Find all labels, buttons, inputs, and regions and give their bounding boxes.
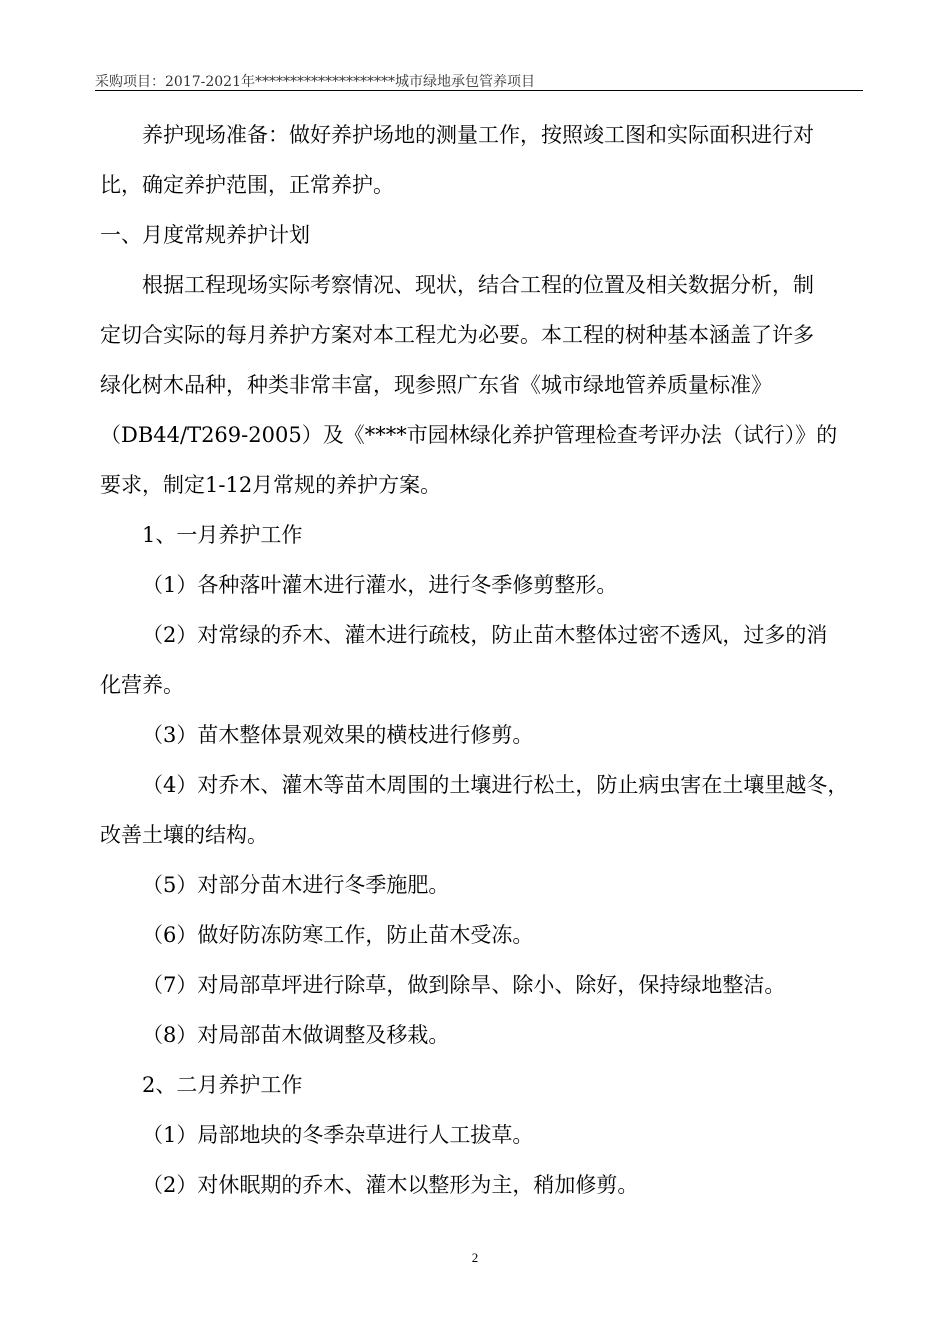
- subsection-heading: 1、一月养护工作: [142, 523, 303, 547]
- paragraph-line: 绿化树木品种，种类非常丰富，现参照广东省《城市绿地管养质量标准》: [100, 373, 772, 397]
- page-number: 2: [471, 1250, 479, 1265]
- paragraph-line: 比，确定养护范围，正常养护。: [100, 173, 394, 197]
- list-item: （4）对乔木、灌木等苗木周围的土壤进行松土，防止病虫害在土壤里越冬，: [142, 773, 849, 797]
- list-item-continuation: 化营养。: [100, 673, 184, 697]
- paragraph-line: （DB44/T269-2005）及《****市园林绿化养护管理检查考评办法（试行）》的: [100, 423, 838, 447]
- list-item: （7）对局部草坪进行除草，做到除旱、除小、除好，保持绿地整洁。: [142, 973, 786, 997]
- list-item: （1）各种落叶灌木进行灌水，进行冬季修剪整形。: [142, 573, 618, 597]
- list-item: （2）对休眠期的乔木、灌木以整形为主，稍加修剪。: [142, 1173, 639, 1197]
- list-item: （5）对部分苗木进行冬季施肥。: [142, 873, 450, 897]
- header-divider: [95, 90, 863, 91]
- subsection-heading: 2、二月养护工作: [142, 1073, 303, 1097]
- paragraph-line: 根据工程现场实际考察情况、现状，结合工程的位置及相关数据分析，制: [142, 273, 814, 297]
- list-item: （2）对常绿的乔木、灌木进行疏枝，防止苗木整体过密不透风，过多的消: [142, 623, 828, 647]
- document-body: [100, 110, 860, 1210]
- list-item: （1）局部地块的冬季杂草进行人工拔草。: [142, 1123, 534, 1147]
- paragraph-line: 养护现场准备：做好养护场地的测量工作，按照竣工图和实际面积进行对: [142, 123, 814, 147]
- list-item: （3）苗木整体景观效果的横枝进行修剪。: [142, 723, 534, 747]
- list-item-continuation: 改善土壤的结构。: [100, 823, 268, 847]
- page-header: 采购项目：2017-2021年********************城市绿地承包管养项目: [95, 74, 535, 90]
- list-item: （8）对局部苗木做调整及移栽。: [142, 1023, 450, 1047]
- paragraph-line: 定切合实际的每月养护方案对本工程尤为必要。本工程的树种基本涵盖了许多: [100, 323, 814, 347]
- paragraph-line: 要求，制定1-12月常规的养护方案。: [100, 473, 442, 497]
- section-heading: 一、月度常规养护计划: [100, 223, 310, 247]
- list-item: （6）做好防冻防寒工作，防止苗木受冻。: [142, 923, 534, 947]
